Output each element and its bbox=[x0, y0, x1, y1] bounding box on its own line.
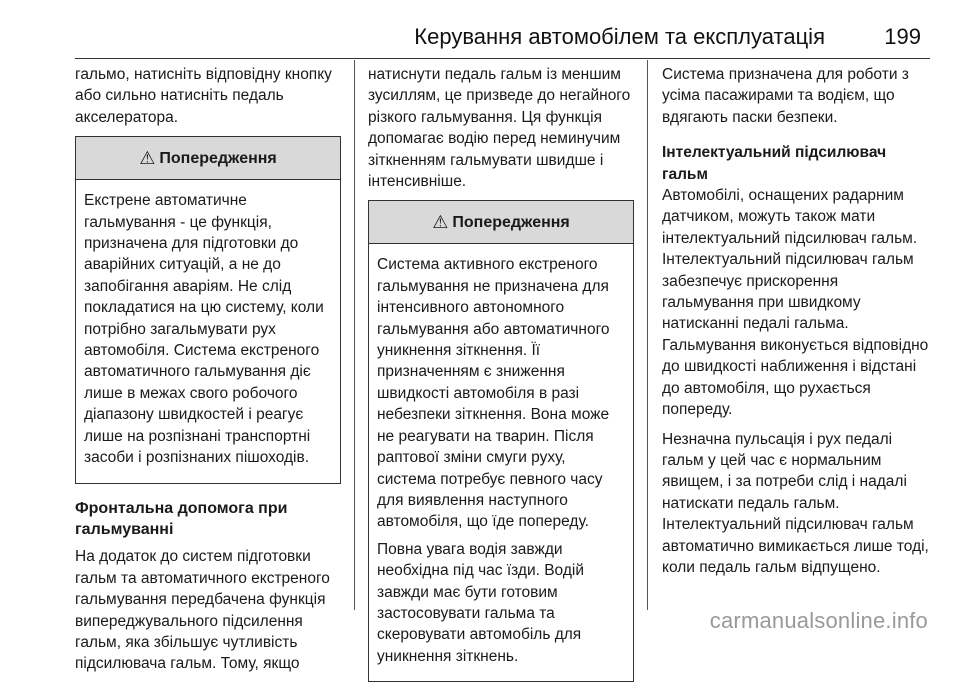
paragraph: Автомобілі, оснащених радарним датчиком, можуть також мати інтелектуальний підсилювач гальм. Інтелектуальний підсилювач гальм забезпечує прискорення гальмування при швидкому натисканні педалі гальма. Гальмування виконується відповідно до швидкості наближення і відстані до автомобіля, що рухається попереду. bbox=[662, 187, 929, 419]
warning-text: Система активного екстреного гальмування не призначена для інтенсивного автономного гальмування або автоматичного уникнення зіткнення. Її призначенням є зниження швидкості автомобіля в разі небезпеки зіткнення. Вона може не реагувати на тварин. Після раптової зміни смуги руху, система потребує певного часу для виявлення наступного автомобіля, що їде попереду. bbox=[377, 256, 610, 531]
warning-header bbox=[76, 137, 340, 180]
page-header bbox=[0, 0, 960, 58]
paragraph: На додаток до систем підготовки гальм та автоматичного екстреного гальмування передбачена функція випереджувального підсилення гальм, яка збільшує чутливість підсилювача гальм. Тому, якщо bbox=[75, 548, 330, 673]
column-2 bbox=[368, 64, 634, 682]
warning-header bbox=[369, 201, 633, 244]
warning-text: Повна увага водія завжди необхідна під час їзди. Водій завжди має бути готовим застосовувати гальма та скеровувати автомобіль для уникнення зіткнень. bbox=[377, 540, 584, 665]
warning-title: Попередження bbox=[159, 149, 277, 167]
column-divider bbox=[647, 60, 648, 610]
page-title: Керування автомобілем та експлуатація bbox=[414, 24, 825, 49]
section-title: Інтелектуальний підсилювач гальм bbox=[662, 144, 887, 183]
column-divider bbox=[354, 60, 355, 610]
warning-body bbox=[369, 244, 633, 681]
header-rule bbox=[75, 58, 930, 59]
warning-box bbox=[368, 200, 634, 682]
paragraph: гальмо, натисніть відповідну кнопку або сильно натисніть педаль акселератора. bbox=[75, 66, 332, 126]
paragraph: натиснути педаль гальм із меншим зусиллям, це призведе до негайного різкого гальмування. Ця функція допомагає водію перед неминучим зіткненням гальмувати швидше і інтенсивніше. bbox=[368, 66, 631, 191]
watermark: carmanualsonline.info bbox=[709, 608, 928, 633]
paragraph: Незначна пульсація і рух педалі гальм у цей час є нормальним явищем, і за потреби слід і надалі натискати педаль гальм. Інтелектуальний підсилювач гальм автоматично вимикається лише тоді, коли педаль гальм відпущено. bbox=[662, 430, 929, 576]
warning-triangle-icon: ⚠ bbox=[139, 147, 156, 168]
warning-triangle-icon: ⚠ bbox=[432, 211, 449, 232]
section-title: Фронтальна допомога при гальмуванні bbox=[75, 499, 288, 538]
paragraph: Система призначена для роботи з усіма пасажирами та водієм, що вдягають паски безпеки. bbox=[662, 66, 909, 126]
column-1 bbox=[75, 64, 341, 675]
warning-body bbox=[76, 180, 340, 482]
page-number: 199 bbox=[884, 24, 921, 49]
warning-box bbox=[75, 136, 341, 483]
column-3 bbox=[662, 64, 930, 578]
warning-text: Екстрене автоматичне гальмування - це функція, призначена для підготовки до аварійних ситуацій, а не до запобігання аваріям. Не слід покладатися на цю систему, коли потрібно загальмувати рух автомобіля. Система екстреного автоматичного гальмування діє лише в межах свого робочого діапазону швидкостей і реагує лише на розпізнані транспортні засоби і розпізнаних пішоходів. bbox=[84, 192, 324, 467]
warning-title: Попередження bbox=[452, 213, 570, 231]
